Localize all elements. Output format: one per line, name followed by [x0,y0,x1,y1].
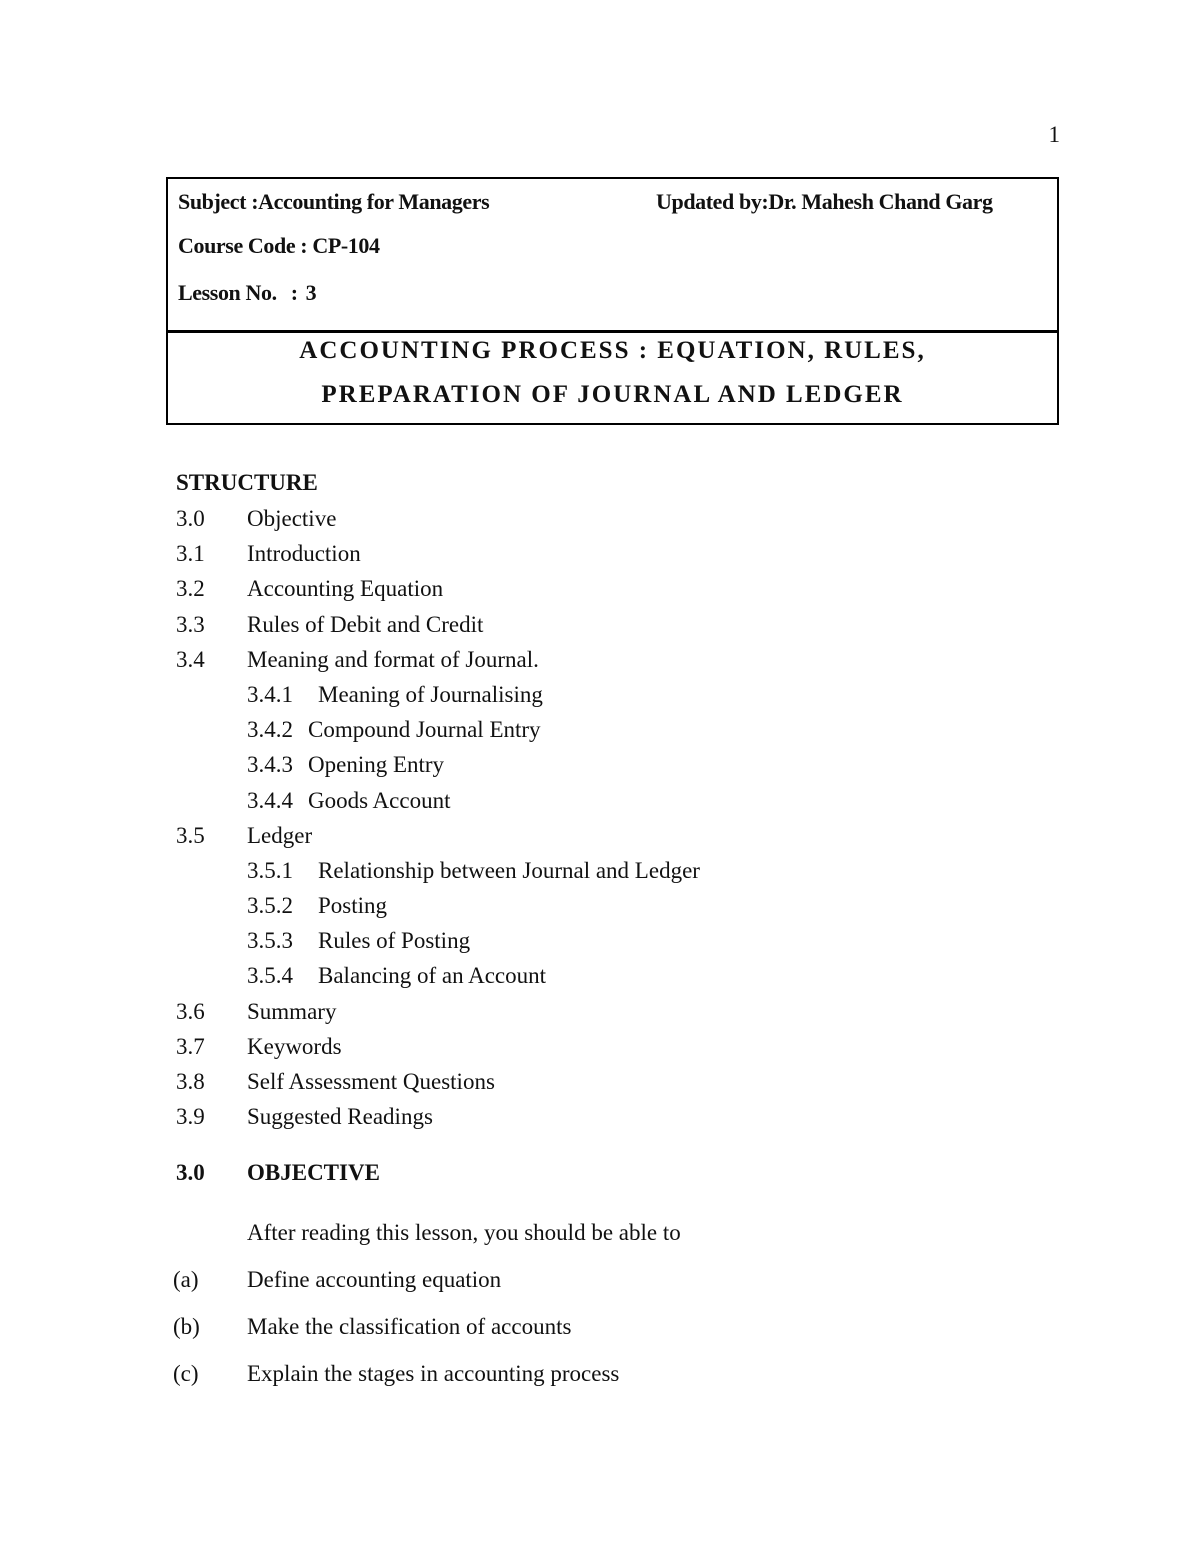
toc-subitem [176,962,1076,997]
toc-label: Rules of Debit and Credit [247,611,484,637]
toc-number: 3.4.4 [247,787,293,813]
toc-subitem [176,751,1076,786]
toc-item [176,998,1076,1033]
toc-subitem [176,927,1076,962]
toc-number: 3.5.2 [247,893,293,919]
toc-item [176,822,1076,857]
toc-number: 3.7 [176,1033,205,1059]
toc-label: Self Assessment Questions [247,1069,495,1094]
objective-point-text: Explain the stages in accounting process [247,1361,620,1386]
toc-number: 3.6 [176,998,205,1024]
page-number: 1 [1048,122,1060,147]
subject-line: Subject :Accounting for Managers [178,189,490,214]
toc-label: Suggested Readings [247,1104,433,1130]
toc-number: 3.8 [176,1069,205,1094]
toc-number: 3.5.4 [247,963,293,989]
lesson-number-line [178,280,316,306]
toc-label: Relationship between Journal and Ledger [318,857,700,883]
toc-number: 3.1 [176,541,205,567]
toc-label: Objective [247,506,337,531]
toc-label: Meaning of Journalising [318,681,543,707]
toc-label: Opening Entry [308,752,445,778]
toc-item [176,1033,1076,1068]
course-code-label: Course Code : [178,233,308,258]
toc-label: Ledger [247,822,313,848]
toc-number: 3.4.3 [247,752,293,778]
structure-heading: STRUCTURE [176,470,318,495]
toc-item [176,575,1076,610]
toc-subitem [176,681,1076,716]
toc-subitem [176,787,1076,822]
toc-label: Introduction [247,541,361,567]
toc-item [176,1068,1076,1103]
toc-subitem [176,857,1076,892]
updated-by-line: Updated by:Dr. Mahesh Chand Garg [656,189,993,214]
objective-point-marker: (a) [173,1267,199,1292]
toc-number: 3.4.1 [247,681,293,707]
toc-label: Posting [318,893,388,919]
toc-label: Balancing of an Account [318,963,547,989]
toc-number: 3.3 [176,611,205,637]
course-code-line [178,233,380,259]
toc-item [176,646,1076,681]
toc-label: Rules of Posting [318,928,471,954]
toc-number: 3.5.1 [247,857,293,883]
lesson-title-line-2: PREPARATION OF JOURNAL AND LEDGER [321,381,904,408]
objective-point-text: Make the classification of accounts [247,1314,572,1339]
lesson-number-value: 3 [305,280,317,305]
objective-section-number: 3.0 [176,1160,205,1185]
table-of-contents [176,505,1076,1138]
toc-number: 3.4.2 [247,717,293,743]
toc-number: 3.9 [176,1104,205,1130]
lesson-title-line-1: ACCOUNTING PROCESS : EQUATION, RULES, [299,337,926,364]
lesson-title-box [166,333,1059,425]
toc-number: 3.0 [176,506,205,531]
toc-label: Summary [247,998,337,1024]
lesson-separator: : [290,280,298,305]
toc-item [176,1103,1076,1138]
lesson-label: Lesson No. [178,280,277,305]
toc-label: Meaning and format of Journal. [247,646,539,672]
toc-item [176,505,1076,540]
toc-number: 3.5.3 [247,928,293,954]
toc-number: 3.4 [176,646,205,672]
course-code-value: CP-104 [312,233,380,258]
objective-section-heading: OBJECTIVE [247,1160,380,1185]
toc-subitem [176,716,1076,751]
course-info-box [166,177,1059,333]
toc-subitem [176,892,1076,927]
toc-item [176,540,1076,575]
objective-point-marker: (b) [173,1314,200,1339]
toc-label: Keywords [247,1033,342,1059]
toc-number: 3.5 [176,822,205,848]
objective-point-marker: (c) [173,1361,199,1386]
toc-label: Compound Journal Entry [308,717,541,743]
toc-item [176,611,1076,646]
toc-number: 3.2 [176,576,205,602]
objective-point-text: Define accounting equation [247,1267,502,1292]
toc-label: Accounting Equation [247,576,444,602]
toc-label: Goods Account [308,787,451,813]
objective-intro: After reading this lesson, you should be able to [247,1220,681,1245]
